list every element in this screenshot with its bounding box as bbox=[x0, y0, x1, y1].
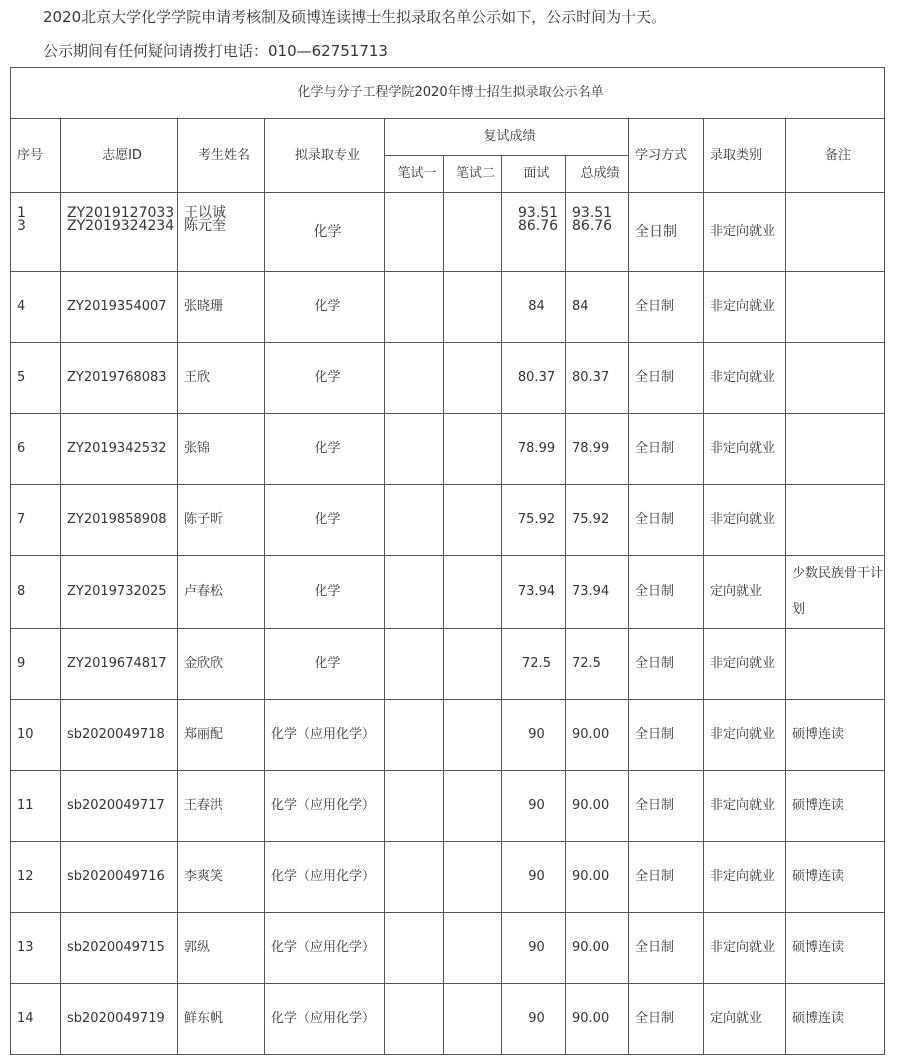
cell-name: 王春洪 bbox=[178, 771, 265, 842]
cell-name bbox=[178, 193, 265, 272]
cell-interview: 84 bbox=[502, 272, 566, 343]
cell-written2 bbox=[444, 984, 502, 1055]
table-row bbox=[11, 842, 885, 913]
cell-name: 陈子昕 bbox=[178, 485, 265, 556]
cell-study-mode: 全日制 bbox=[629, 984, 704, 1055]
cell-name: 鲜东帆 bbox=[178, 984, 265, 1055]
cell-written1 bbox=[385, 414, 444, 485]
cell-interview: 78.99 bbox=[502, 414, 566, 485]
cell-written1 bbox=[385, 343, 444, 414]
cell-written-1 bbox=[385, 193, 444, 272]
cell-category: 非定向就业 bbox=[704, 193, 786, 272]
header-interview: 面试 bbox=[502, 156, 566, 193]
cell-study-mode: 全日制 bbox=[629, 913, 704, 984]
cell-id: sb2020049718 bbox=[61, 700, 178, 771]
cell-id bbox=[61, 193, 178, 272]
table-row bbox=[11, 272, 885, 343]
cell-study-mode: 全日制 bbox=[629, 414, 704, 485]
cell-interview: 90 bbox=[502, 913, 566, 984]
cell-seq: 11 bbox=[11, 771, 61, 842]
cell-interview: 90 bbox=[502, 700, 566, 771]
header-remark: 备注 bbox=[786, 119, 885, 193]
header-category: 录取类别 bbox=[704, 119, 786, 193]
cell-name: 张晓珊 bbox=[178, 272, 265, 343]
cell-major: 化学 bbox=[265, 556, 385, 629]
cell-written2 bbox=[444, 414, 502, 485]
cell-major: 化学 bbox=[265, 629, 385, 700]
cell-interview: 80.37 bbox=[502, 343, 566, 414]
cell-written2 bbox=[444, 556, 502, 629]
cell-seq: 6 bbox=[11, 414, 61, 485]
cell-seq: 8 bbox=[11, 556, 61, 629]
cell-major: 化学 bbox=[265, 272, 385, 343]
cell-major: 化学 bbox=[265, 193, 385, 272]
table-row bbox=[11, 771, 885, 842]
cell-written2 bbox=[444, 485, 502, 556]
cell-written2 bbox=[444, 913, 502, 984]
header-row-1 bbox=[11, 119, 885, 156]
cell-remark bbox=[786, 272, 885, 343]
cell-total: 90.00 bbox=[566, 984, 629, 1055]
cell-written2 bbox=[444, 272, 502, 343]
cell-study-mode: 全日制 bbox=[629, 629, 704, 700]
cell-seq: 7 bbox=[11, 485, 61, 556]
cell-name: 张锦 bbox=[178, 414, 265, 485]
cell-id: ZY2019674817 bbox=[61, 629, 178, 700]
cell-study-mode: 全日制 bbox=[629, 193, 704, 272]
admission-table bbox=[10, 67, 885, 1055]
cell-category: 定向就业 bbox=[704, 556, 786, 629]
cell-total: 90.00 bbox=[566, 842, 629, 913]
header-seq: 序号 bbox=[11, 119, 61, 193]
table-row bbox=[11, 984, 885, 1055]
cell-study-mode: 全日制 bbox=[629, 343, 704, 414]
cell-major: 化学（应用化学） bbox=[265, 913, 385, 984]
cell-seq bbox=[11, 193, 61, 272]
header-total: 总成绩 bbox=[566, 156, 629, 193]
cell-remark: 少数民族骨干计划 bbox=[786, 556, 885, 629]
cell-interview: 75.92 bbox=[502, 485, 566, 556]
cell-seq: 9 bbox=[11, 629, 61, 700]
cell-study-mode: 全日制 bbox=[629, 842, 704, 913]
cell-major: 化学 bbox=[265, 485, 385, 556]
cell-name: 郭纵 bbox=[178, 913, 265, 984]
cell-remark bbox=[786, 629, 885, 700]
cell-interview: 90 bbox=[502, 771, 566, 842]
cell-name: 金欣欣 bbox=[178, 629, 265, 700]
cell-category: 定向就业 bbox=[704, 984, 786, 1055]
cell-id: ZY2019732025 bbox=[61, 556, 178, 629]
table-body bbox=[11, 68, 885, 1055]
cell-total: 75.92 bbox=[566, 485, 629, 556]
interview-value: 86.76 bbox=[518, 218, 559, 234]
cell-written1 bbox=[385, 913, 444, 984]
caption-row bbox=[11, 68, 885, 119]
header-id: 志愿ID bbox=[61, 119, 178, 193]
table-caption: 化学与分子工程学院2020年博士招生拟录取公示名单 bbox=[11, 68, 885, 119]
cell-name: 王欣 bbox=[178, 343, 265, 414]
cell-interview bbox=[502, 193, 566, 272]
cell-total: 72.5 bbox=[566, 629, 629, 700]
cell-category: 非定向就业 bbox=[704, 629, 786, 700]
cell-remark: 硕博连读 bbox=[786, 700, 885, 771]
cell-category: 非定向就业 bbox=[704, 414, 786, 485]
header-written-2: 笔试二 bbox=[444, 156, 502, 193]
ghost-total: 93.51 bbox=[572, 205, 613, 221]
cell-written1 bbox=[385, 984, 444, 1055]
cell-remark: 硕博连读 bbox=[786, 984, 885, 1055]
seq-value: 3 bbox=[17, 218, 26, 234]
cell-study-mode: 全日制 bbox=[629, 556, 704, 629]
cell-written1 bbox=[385, 842, 444, 913]
cell-seq: 12 bbox=[11, 842, 61, 913]
cell-seq: 4 bbox=[11, 272, 61, 343]
header-name: 考生姓名 bbox=[178, 119, 265, 193]
cell-written1 bbox=[385, 272, 444, 343]
cell-total: 84 bbox=[566, 272, 629, 343]
cell-id: ZY2019342532 bbox=[61, 414, 178, 485]
cell-remark: 硕博连读 bbox=[786, 842, 885, 913]
cell-written2 bbox=[444, 842, 502, 913]
cell-written2 bbox=[444, 343, 502, 414]
cell-interview: 90 bbox=[502, 984, 566, 1055]
ghost-id: ZY2019127033 bbox=[67, 205, 175, 221]
cell-remark bbox=[786, 343, 885, 414]
cell-total: 78.99 bbox=[566, 414, 629, 485]
cell-major: 化学（应用化学） bbox=[265, 700, 385, 771]
cell-written1 bbox=[385, 485, 444, 556]
ghost-name: 王以诚 bbox=[184, 205, 226, 221]
ghost-seq: 1 bbox=[17, 205, 26, 221]
table-row-overlap bbox=[11, 193, 885, 272]
table-row bbox=[11, 556, 885, 629]
cell-category: 非定向就业 bbox=[704, 343, 786, 414]
cell-category: 非定向就业 bbox=[704, 842, 786, 913]
cell-written1 bbox=[385, 700, 444, 771]
cell-category: 非定向就业 bbox=[704, 485, 786, 556]
table-row bbox=[11, 629, 885, 700]
cell-id: ZY2019354007 bbox=[61, 272, 178, 343]
ghost-interview: 93.51 bbox=[518, 205, 559, 221]
cell-major: 化学 bbox=[265, 414, 385, 485]
cell-written-2 bbox=[444, 193, 502, 272]
intro-line-1: 2020北京大学化学学院申请考核制及硕博连读博士生拟录取名单公示如下，公示时间为十天。 bbox=[43, 8, 667, 26]
cell-study-mode: 全日制 bbox=[629, 485, 704, 556]
cell-name: 郑丽配 bbox=[178, 700, 265, 771]
cell-category: 非定向就业 bbox=[704, 700, 786, 771]
total-value: 86.76 bbox=[572, 218, 613, 234]
table-row bbox=[11, 700, 885, 771]
cell-category: 非定向就业 bbox=[704, 913, 786, 984]
intro-line-2-phone: 公示期间有任何疑问请拨打电话：010—62751713 bbox=[43, 42, 388, 60]
header-major: 拟录取专业 bbox=[265, 119, 385, 193]
cell-written2 bbox=[444, 629, 502, 700]
cell-total: 90.00 bbox=[566, 771, 629, 842]
table-row bbox=[11, 343, 885, 414]
table-row bbox=[11, 913, 885, 984]
header-study-mode: 学习方式 bbox=[629, 119, 704, 193]
cell-seq: 10 bbox=[11, 700, 61, 771]
cell-study-mode: 全日制 bbox=[629, 771, 704, 842]
header-written-1: 笔试一 bbox=[385, 156, 444, 193]
cell-written2 bbox=[444, 771, 502, 842]
cell-remark: 硕博连读 bbox=[786, 771, 885, 842]
cell-name: 卢春松 bbox=[178, 556, 265, 629]
cell-category: 非定向就业 bbox=[704, 771, 786, 842]
cell-written1 bbox=[385, 629, 444, 700]
cell-written1 bbox=[385, 771, 444, 842]
cell-major: 化学（应用化学） bbox=[265, 771, 385, 842]
table-row bbox=[11, 414, 885, 485]
cell-remark bbox=[786, 485, 885, 556]
cell-study-mode: 全日制 bbox=[629, 272, 704, 343]
header-retest: 复试成绩 bbox=[385, 119, 629, 156]
cell-id: ZY2019768083 bbox=[61, 343, 178, 414]
cell-id: sb2020049715 bbox=[61, 913, 178, 984]
cell-study-mode: 全日制 bbox=[629, 700, 704, 771]
name-value: 陈元奎 bbox=[184, 218, 226, 234]
cell-remark: 硕博连读 bbox=[786, 913, 885, 984]
table-row bbox=[11, 485, 885, 556]
cell-category: 非定向就业 bbox=[704, 272, 786, 343]
cell-major: 化学（应用化学） bbox=[265, 842, 385, 913]
cell-seq: 14 bbox=[11, 984, 61, 1055]
cell-written1 bbox=[385, 556, 444, 629]
cell-interview: 72.5 bbox=[502, 629, 566, 700]
cell-interview: 90 bbox=[502, 842, 566, 913]
cell-seq: 13 bbox=[11, 913, 61, 984]
cell-id: sb2020049717 bbox=[61, 771, 178, 842]
cell-seq: 5 bbox=[11, 343, 61, 414]
cell-total: 90.00 bbox=[566, 913, 629, 984]
cell-total: 80.37 bbox=[566, 343, 629, 414]
cell-major: 化学 bbox=[265, 343, 385, 414]
cell-major: 化学（应用化学） bbox=[265, 984, 385, 1055]
cell-total: 90.00 bbox=[566, 700, 629, 771]
cell-remark bbox=[786, 414, 885, 485]
cell-id: ZY2019858908 bbox=[61, 485, 178, 556]
cell-id: sb2020049716 bbox=[61, 842, 178, 913]
cell-total: 73.94 bbox=[566, 556, 629, 629]
cell-id: sb2020049719 bbox=[61, 984, 178, 1055]
cell-written2 bbox=[444, 700, 502, 771]
id-value: ZY2019324234 bbox=[67, 218, 175, 234]
cell-name: 李爽笑 bbox=[178, 842, 265, 913]
cell-total bbox=[566, 193, 629, 272]
cell-interview: 73.94 bbox=[502, 556, 566, 629]
cell-remark bbox=[786, 193, 885, 272]
